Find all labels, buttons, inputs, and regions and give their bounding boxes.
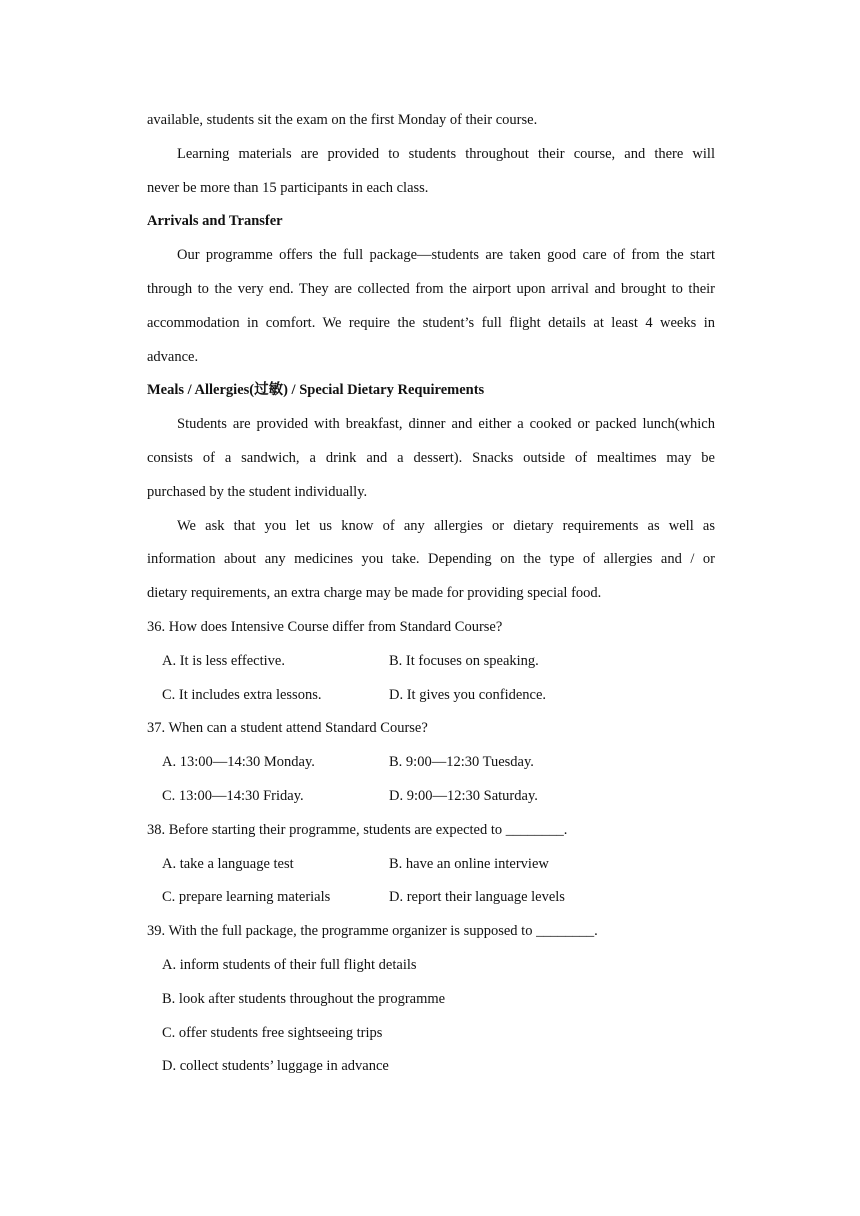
question-37-option-c: C. 13:00—14:30 Friday. [162,787,304,804]
question-37-stem: 37. When can a student attend Standard Course? [147,720,428,737]
passage-line: Our programme offers the full package—students are taken good care of from the start [177,247,715,264]
question-36-stem: 36. How does Intensive Course differ from Standard Course? [147,618,503,635]
question-38-option-a: A. take a language test [162,855,294,872]
question-38-option-b: B. have an online interview [389,855,549,872]
question-37-options-row [147,780,715,814]
question-37-option-a: A. 13:00—14:30 Monday. [162,754,315,771]
passage-line: We ask that you let us know of any allergies or dietary requirements as well as [177,517,715,534]
passage-line: available, students sit the exam on the first Monday of their course. [147,112,538,128]
question-36-option-c: C. It includes extra lessons. [162,686,322,703]
passage-line: Learning materials are provided to students throughout their course, and there will [177,145,715,162]
question-38-option-c: C. prepare learning materials [162,889,331,906]
question-39-option-a: A. inform students of their full flight details [162,956,417,973]
passage-line: accommodation in comfort. We require the student’s full flight details at least 4 weeks in [147,314,715,331]
section-heading-meals: Meals / Allergies(过敏) / Special Dietary Requirements [147,382,485,399]
section-heading-arrivals: Arrivals and Transfer [147,213,283,230]
question-38-options-row [147,848,715,882]
passage-line: through to the very end. They are collected from the airport upon arrival and brought to their [147,280,715,297]
question-39-stem: 39. With the full package, the programme organizer is supposed to ________. [147,923,598,940]
passage-line: purchased by the student individually. [147,483,368,500]
question-39-option-b: B. look after students throughout the programme [162,990,446,1007]
question-38-option-d: D. report their language levels [389,889,565,906]
passage-line: never be more than 15 participants in each class. [147,179,429,196]
question-37-option-b: B. 9:00—12:30 Tuesday. [389,754,534,771]
question-37-options-row [147,746,715,780]
passage-line: consists of a sandwich, a drink and a dessert). Snacks outside of mealtimes may be [147,449,715,466]
question-38-options-row [147,881,715,915]
question-36-option-b: B. It focuses on speaking. [389,652,539,669]
question-39-option-c: C. offer students free sightseeing trips [162,1024,383,1041]
question-38-stem: 38. Before starting their programme, students are expected to ________. [147,821,568,838]
question-36-option-a: A. It is less effective. [162,652,285,669]
question-39-option-d: D. collect students’ luggage in advance [162,1058,389,1075]
passage-line: information about any medicines you take. Depending on the type of allergies and / or [147,551,715,568]
document-page [147,104,715,1084]
passage-line: Students are provided with breakfast, dinner and either a cooked or packed lunch(which [177,416,715,433]
question-36-options-row [147,679,715,713]
passage-line: dietary requirements, an extra charge may be made for providing special food. [147,585,602,602]
question-37-option-d: D. 9:00—12:30 Saturday. [389,787,538,804]
passage-line: advance. [147,348,199,365]
question-36-options-row [147,645,715,679]
question-36-option-d: D. It gives you confidence. [389,686,547,703]
